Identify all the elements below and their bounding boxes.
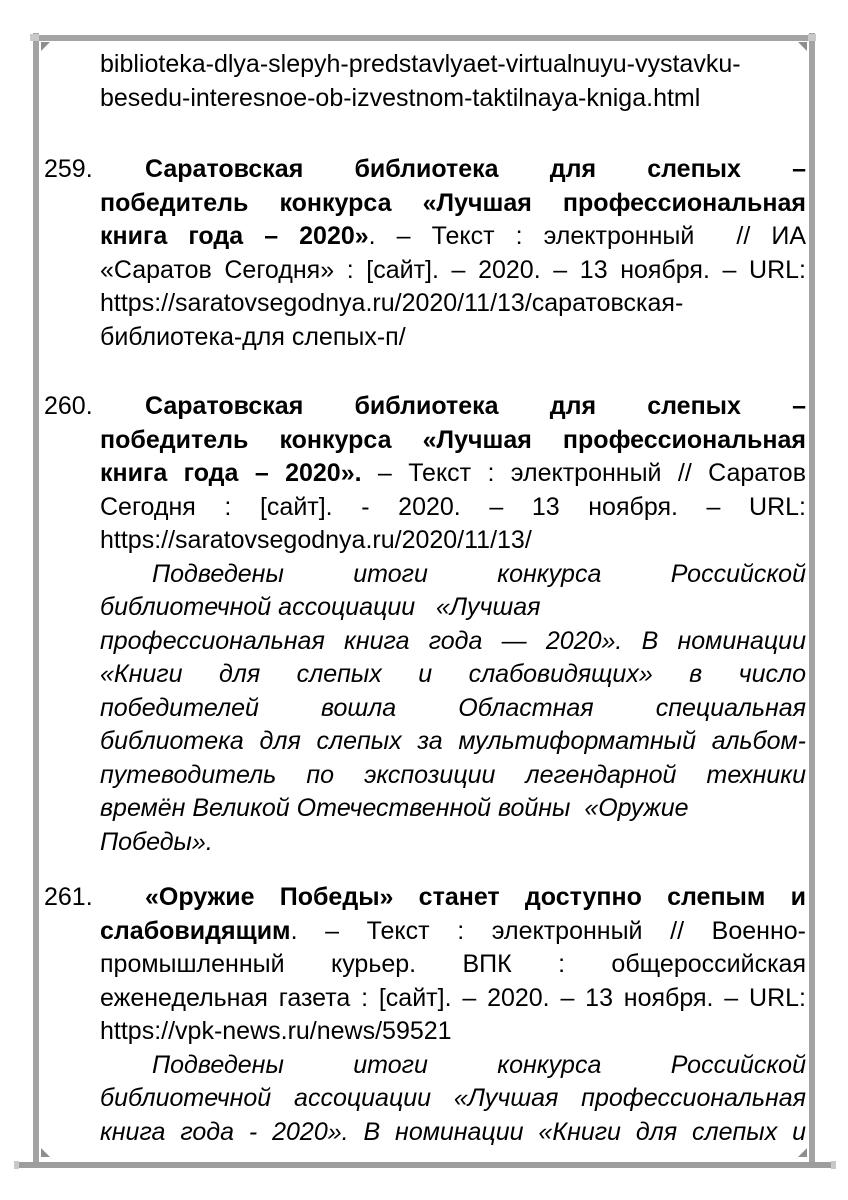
annotation-run: библиотека для слепых за мультиформатный альбом- xyxy=(100,727,806,755)
url-line xyxy=(100,82,806,116)
crop-corner-bottom-left-icon xyxy=(41,1148,50,1157)
bib-line xyxy=(44,881,806,915)
annotation-run: Победы». xyxy=(100,827,213,856)
title-run: слабовидящим xyxy=(100,916,291,945)
bib-line xyxy=(100,915,806,949)
bib-line xyxy=(100,948,806,982)
annotation-line xyxy=(100,1116,806,1150)
annotation-line xyxy=(100,692,806,726)
bib-line xyxy=(100,424,806,458)
text-run: https://vpk-news.ru/news/59521 xyxy=(100,1017,452,1045)
boundary-cap-top-left xyxy=(30,34,39,41)
page-boundary-bottom xyxy=(19,1162,831,1168)
url-line xyxy=(100,321,806,355)
url-continuation xyxy=(100,48,806,115)
title-run: книга года – 2020». xyxy=(100,459,362,487)
annotation-run: путеводитель по экспозиции легендарной техники xyxy=(100,760,806,789)
annotation-run: времён Великой Отечественной войны «Оружие xyxy=(100,794,689,822)
annotation-run: библиотечной ассоциации «Лучшая xyxy=(100,593,541,621)
annotation-line xyxy=(100,625,806,659)
text-run: Сегодня : [сайт]. - 2020. – 13 ноября. – URL: xyxy=(100,492,806,521)
annotation-line xyxy=(100,759,806,793)
bib-line xyxy=(100,457,806,491)
text-run: https://saratovsegodnya.ru/2020/11/13/саратовская- xyxy=(100,289,684,317)
bib-line xyxy=(100,982,806,1016)
annotation-run: Подведены итоги конкурса Российской xyxy=(152,1050,806,1079)
annotation-line xyxy=(100,658,806,692)
text-run: – Текст : электронный // Саратов xyxy=(361,459,806,487)
title-run: Саратовская библиотека для слепых – xyxy=(145,155,806,183)
annotation-run: победителей вошла Областная специальная xyxy=(100,693,806,722)
boundary-cap-top-right xyxy=(808,34,816,41)
entry-number: 260. xyxy=(44,392,93,420)
url-line xyxy=(100,48,806,82)
annotation-line xyxy=(100,725,806,759)
url-line xyxy=(100,287,806,321)
bib-entry-259 xyxy=(44,153,806,354)
entry-number: 261. xyxy=(44,883,93,911)
annotation-run: библиотечной ассоциации «Лучшая профессиональная xyxy=(100,1084,806,1112)
text-run: промышленный курьер. ВПК : общероссийская xyxy=(100,950,806,978)
text-run: «Саратов Сегодня» : [сайт]. – 2020. – 13 ноября. – URL: xyxy=(100,255,806,284)
bib-line xyxy=(44,390,806,424)
boundary-cap-bottom-right xyxy=(831,1161,836,1169)
entry-number: 259. xyxy=(44,155,93,183)
text-run: . – Текст : электронный // Военно- xyxy=(290,916,806,945)
bib-entry-261 xyxy=(44,881,806,1149)
text-run: библиотека-для слепых-п/ xyxy=(100,322,406,351)
annotation-line xyxy=(100,591,806,625)
bib-line xyxy=(100,491,806,525)
title-run: книга года – 2020» xyxy=(100,222,369,250)
annotation-run: книга года - 2020». В номинации «Книги для слепых и xyxy=(100,1117,806,1146)
annotation-line xyxy=(100,1082,806,1116)
annotation-line xyxy=(100,558,806,592)
title-run: «Оружие Победы» станет доступно слепым и xyxy=(145,883,806,911)
annotation-line xyxy=(100,826,806,860)
boundary-cap-bottom-left xyxy=(14,1161,19,1169)
url-line xyxy=(100,1015,806,1049)
annotation-line xyxy=(100,1049,806,1083)
crop-corner-bottom-right-icon xyxy=(798,1148,807,1157)
text-run: biblioteka-dlya-slepyh-predstavlyaet-virtualnuyu-vystavku- xyxy=(100,50,741,78)
annotation-run: профессиональная книга года — 2020». В номинации xyxy=(100,626,806,655)
page-boundary-top xyxy=(39,35,809,41)
title-run: победитель конкурса «Лучшая профессиональная xyxy=(100,425,806,454)
bib-line xyxy=(100,187,806,221)
annotation-line xyxy=(100,792,806,826)
text-run: besedu-interesnoe-ob-izvestnom-taktilnaya-kniga.html xyxy=(100,83,701,112)
text-content xyxy=(44,48,806,1149)
text-run: . – Текст : электронный // ИА xyxy=(368,222,806,250)
annotation-run: Подведены итоги конкурса Российской xyxy=(152,559,806,588)
text-run: еженедельная газета : [сайт]. – 2020. – 13 ноября. – URL: xyxy=(100,983,806,1012)
title-run: Саратовская библиотека для слепых – xyxy=(145,392,806,420)
page-boundary-left xyxy=(33,33,39,1163)
bib-line xyxy=(44,153,806,187)
title-run: победитель конкурса «Лучшая профессиональная xyxy=(100,188,806,217)
text-run: https://saratovsegodnya.ru/2020/11/13/ xyxy=(100,526,532,554)
page-boundary-right xyxy=(809,33,815,1163)
url-line xyxy=(100,524,806,558)
crop-corner-top-left-icon xyxy=(41,42,50,51)
bib-line xyxy=(100,254,806,288)
bib-entry-260 xyxy=(44,390,806,859)
annotation-run: «Книги для слепых и слабовидящих» в число xyxy=(100,660,806,688)
bib-line xyxy=(100,220,806,254)
